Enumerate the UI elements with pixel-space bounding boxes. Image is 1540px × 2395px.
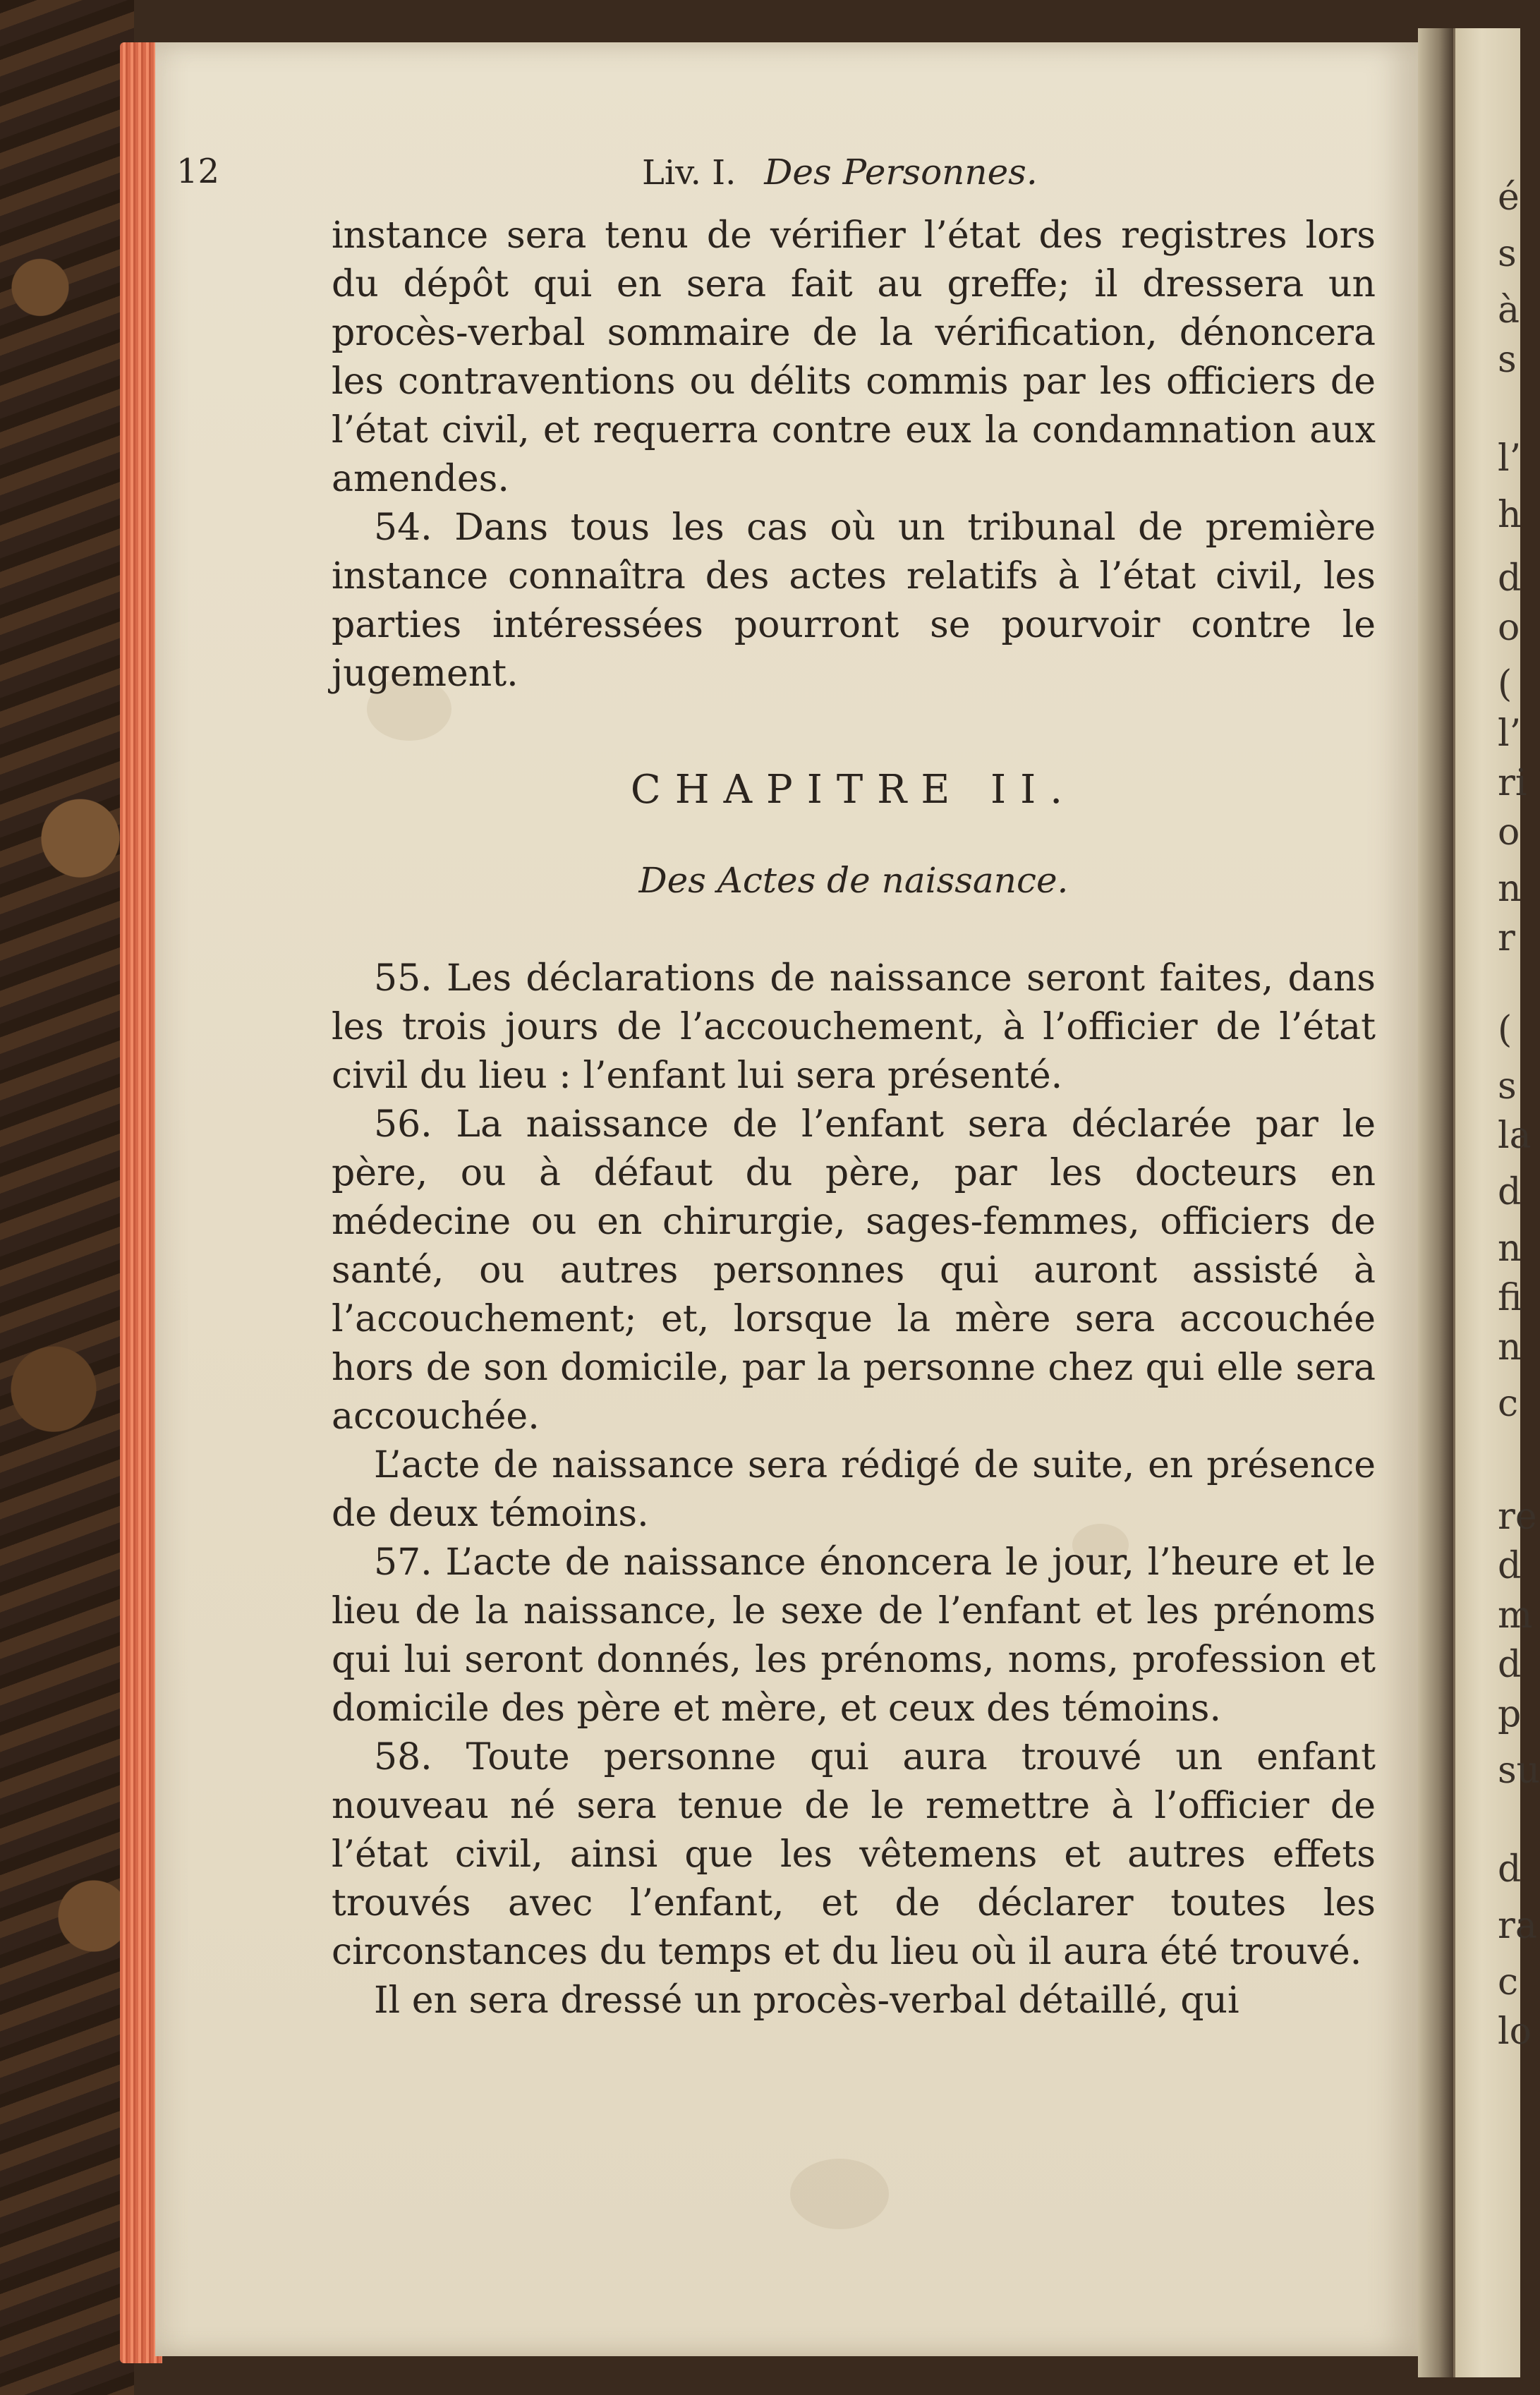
facing-page-fragment: s [1498, 233, 1517, 275]
facing-page-fragment: é [1498, 176, 1520, 219]
facing-page-fragment: lo [1498, 2011, 1532, 2053]
facing-page-fragment: ri [1498, 762, 1527, 804]
facing-page-fragment: o [1498, 607, 1520, 649]
facing-page-fragment: à [1498, 289, 1520, 332]
gutter [1418, 28, 1453, 2377]
chapter-title: Des Actes de naissance. [638, 860, 1069, 901]
facing-page-fragment: p [1498, 1693, 1522, 1735]
running-head [642, 152, 1038, 193]
article-54: 54. Dans tous les cas où un tribunal de première instance connaîtra des actes relatifs à l’état civil, les parties intéressées pourront se pourvoir contre le jugement. [332, 507, 1376, 695]
page-text [332, 212, 1376, 2025]
facing-page-fragment: r [1498, 917, 1515, 959]
article-56: 56. La naissance de l’enfant sera déclarée par le père, ou à défaut du père, par les docteurs en médecine ou en chirurgie, sages-femmes, officiers de santé, ou autres personnes qui auront assisté à l’accouchement; et, lorsque la mère sera accouchée hors de son domicile, par la personne chez qui elle sera accouchée. [332, 1103, 1376, 1438]
facing-page-fragment: fi [1498, 1277, 1522, 1319]
facing-page-edge [1453, 28, 1540, 2377]
facing-page-fragment: l’ [1498, 437, 1522, 480]
facing-page-fragment: c [1498, 1383, 1519, 1425]
facing-page-fragment: re [1498, 1496, 1537, 1538]
facing-page-fragment: su [1498, 1750, 1540, 1792]
facing-page-fragment: d [1498, 1644, 1522, 1686]
page-number: 12 [176, 152, 220, 191]
facing-page-fragment: ra [1498, 1905, 1537, 1947]
facing-page-fragment: m [1498, 1594, 1533, 1637]
running-title: Des Personnes. [764, 152, 1038, 193]
facing-page-fragment: n [1498, 1227, 1522, 1270]
facing-page-fragment: n [1498, 868, 1522, 910]
facing-page-fragment: o [1498, 811, 1520, 854]
facing-page-fragment: h [1498, 494, 1522, 536]
facing-page-fragment: ( [1498, 663, 1512, 705]
book-part: Liv. I. [642, 153, 736, 193]
facing-page-fragment: la [1498, 1115, 1532, 1157]
article-58-paragraph-2: Il en sera dressé un procès-verbal détaillé, qui [374, 1979, 1239, 2022]
facing-page-fragment: l’ [1498, 713, 1522, 755]
running-header [169, 138, 1383, 201]
article-57: 57. L’acte de naissance énoncera le jour, l’heure et le lieu de la naissance, le sexe de l’enfant et les prénoms qui lui seront donnés, les prénoms, noms, profession et domicile des père et mère, et ceux des témoins. [332, 1541, 1376, 1730]
facing-page-fragment: d [1498, 557, 1522, 600]
foxing-spot [790, 2159, 889, 2229]
book-cover [0, 0, 134, 2395]
article-56-paragraph-2: L’acte de naissance sera rédigé de suite, en présence de deux témoins. [332, 1444, 1376, 1535]
paragraph-continuation: instance sera tenu de vérifier l’état des registres lors du dépôt qui en sera fait au greffe; il dressera un procès-verbal sommaire de la vérification, dénoncera les contraventions ou délits commis par les officiers de l’état civil, et requerra contre eux la condamnation aux amendes. [332, 214, 1376, 500]
facing-page-fragment: c [1498, 1961, 1519, 2003]
facing-page-fragment: s [1498, 1065, 1517, 1108]
facing-page-fragment: d [1498, 1848, 1522, 1891]
facing-page-fragment: d [1498, 1545, 1522, 1587]
facing-page-fragment: s [1498, 339, 1517, 381]
chapter-heading: CHAPITRE II. [630, 767, 1077, 813]
facing-page-fragment: n [1498, 1326, 1522, 1369]
facing-page-fragment: d [1498, 1171, 1522, 1213]
article-58: 58. Toute personne qui aura trouvé un enfant nouveau né sera tenue de le remettre à l’officier de l’état civil, ainsi que les vêtemens et autres effets trouvés avec l’enfant, et de déclarer toutes les circonstances du temps et du lieu où il aura été trouvé. [332, 1736, 1376, 1973]
article-55: 55. Les déclarations de naissance seront faites, dans les trois jours de l’accouchement, à l’officier de l’état civil du lieu : l’enfant lui sera présenté. [332, 957, 1376, 1097]
facing-page-fragment: ( [1498, 1009, 1512, 1051]
